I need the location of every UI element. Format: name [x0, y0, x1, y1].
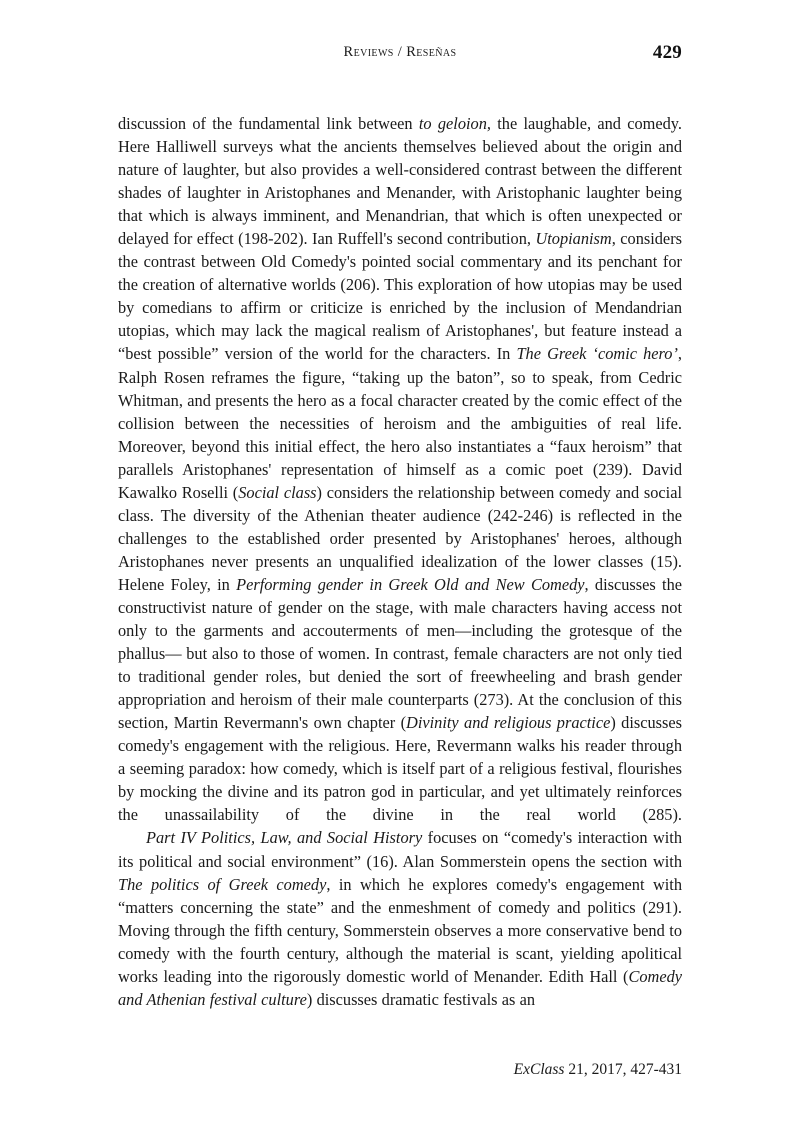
page-number: 429 [652, 42, 682, 63]
italic-title: Comedy and Athenian festival culture [118, 966, 682, 1009]
italic-title: The Greek ‘comic hero’ [516, 344, 678, 364]
italic-title: Divinity and religious practice [406, 713, 611, 733]
italic-title: The politics of Greek comedy [118, 874, 327, 894]
italic-title: Utopianism [535, 229, 612, 249]
italic-title: Performing gender in Greek Old and New Comedy [236, 574, 585, 594]
journal-citation: 21, 2017, 427-431 [564, 1061, 682, 1078]
journal-name: ExClass [513, 1061, 565, 1078]
italic-title: Social class [238, 482, 317, 502]
page-footer [118, 1060, 682, 1080]
body-paragraph: discussion of the fundamental link between to geloion, the laughable, and comedy. Here Halliwell surveys what the ancients themselves believed about the origin and nature of laughter, but also provides a well-considered contrast between the different shades of laughter in Aristophanes and Menander, with Aristophanic laughter being that which is always imminent, and Menandrian, that which is often unexpected or delayed for effect (198-202). Ian Ruffell's second contribution, Utopianism, considers the contrast between Old Comedy's pointed social commentary and its penchant for the creation of alternative worlds (206). This exploration of how utopias may be used by comedians to affirm or criticize is enriched by the inclusion of Mendandrian utopias, which may lack the magical realism of Aristophanes', but feature instead a “best possible” version of the world for the characters. In The Greek ‘comic hero’, Ralph Rosen reframes the figure, “taking up the baton”, so to speak, from Cedric Whitman, and presents the hero as a focal character created by the comic effect of the collision between the necessities of heroism and the ambiguities of real life. Moreover, beyond this initial effect, the hero also instantiates a “faux heroism” that parallels Aristophanes' representation of himself as a comic poet (239). David Kawalko Roselli (Social class) considers the relationship between comedy and social class. The diversity of the Athenian theater audience (242-246) is reflected in the challenges to the established order presented by Aristophanes' heroes, although Aristophanes never presents an unqualified idealization of the lower classes (15). Helene Foley, in Performing gender in Greek Old and New Comedy, discusses the constructivist nature of gender on the stage, with male characters having access not only to the garments and accouterments of men—including the grotesque of the phallus— but also to those of women. In contrast, female characters are not only tied to traditional gender roles, but denied the sort of freewheeling and brash gender appropriation and heroism of their male counterparts (273). At the conclusion of this section, Martin Revermann's own chapter (Divinity and religious practice) discusses comedy's engagement with the religious. Here, Revermann walks his reader through a seeming paradox: how comedy, which is itself part of a religious festival, flourishes by mocking the divine and its patron god in particular, and yet ultimately reinforces the unassailability of the divine in the real world (285). [118, 114, 683, 825]
body-text-block [118, 112, 682, 1011]
body-paragraph: Part IV Politics, Law, and Social History focuses on “comedy's interaction with its political and social environment” (16). Alan Sommerstein opens the section with The politics of Greek comedy, in which he explores comedy's engagement with “matters concerning the state” and the enmeshment of comedy and politics (291). Moving through the fifth century, Sommerstein observes a more conservative bend to comedy with the fourth century, although the material is scant, yielding apolitical works leading into the rigorously domestic world of Menander. Edith Hall (Comedy and Athenian festival culture) discusses dramatic festivals as an [118, 828, 683, 1009]
italic-title: to geloion, [418, 114, 491, 133]
italic-title: Part IV Politics, Law, and Social History [146, 828, 423, 848]
running-head [118, 44, 682, 68]
running-head-title: Reviews / Reseñas [343, 44, 457, 60]
